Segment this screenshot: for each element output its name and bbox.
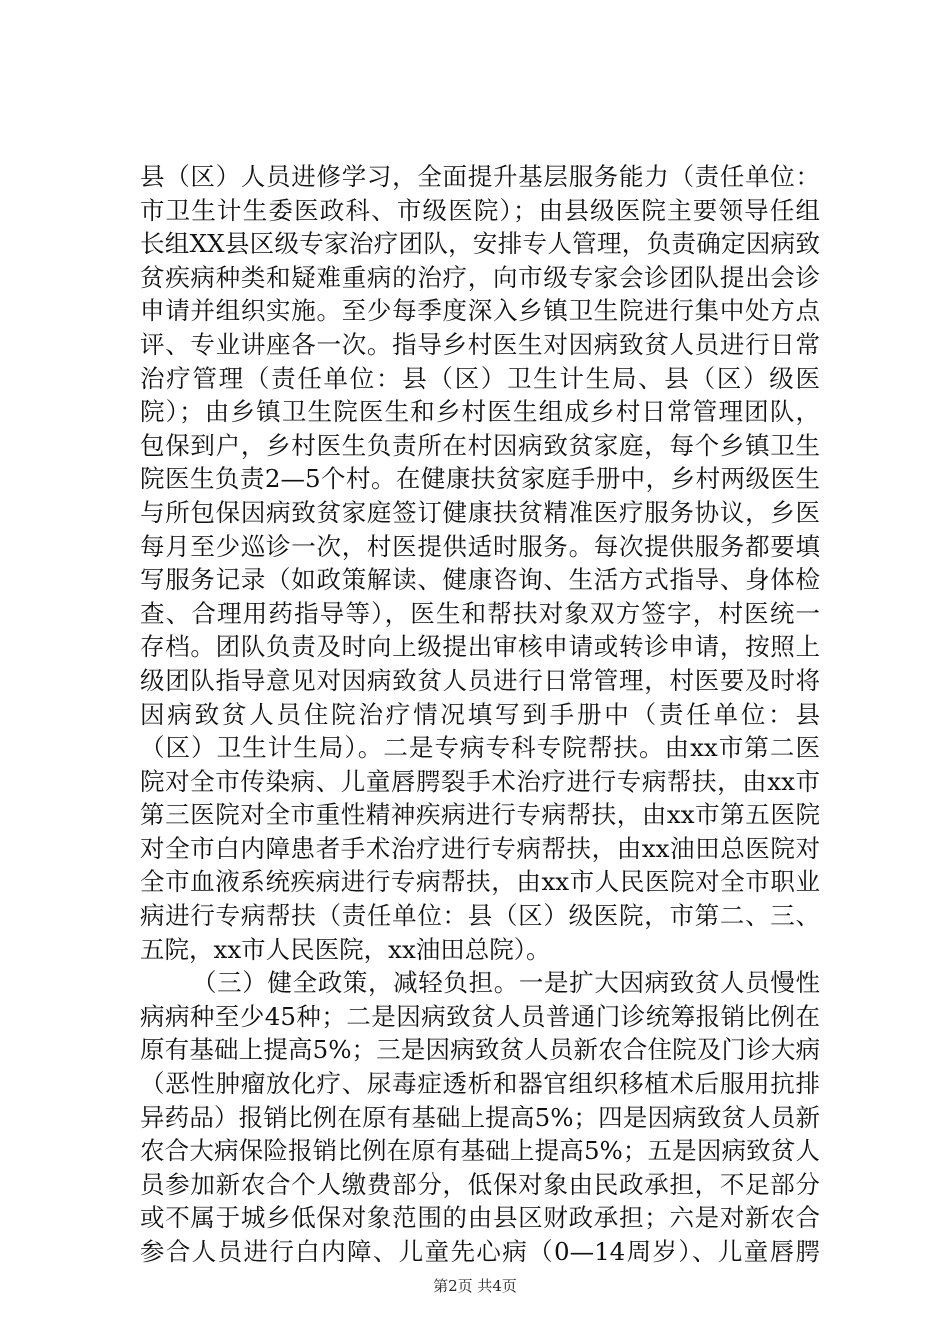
- text-line: 治疗管理（责任单位：县（区）卫生计生局、县（区）级医: [140, 363, 820, 393]
- text-line: 级团队指导意见对因病致贫人员进行日常管理，村医要及时将: [140, 665, 820, 695]
- text-line: 贫疾病种类和疑难重病的治疗，向市级专家会诊团队提出会诊: [140, 262, 820, 292]
- text-line: 长组XX县区级专家治疗团队，安排专人管理，负责确定因病致: [140, 229, 820, 259]
- text-line: 院对全市传染病、儿童唇腭裂手术治疗进行专病帮扶，由xx市: [140, 766, 820, 796]
- document-body: [140, 160, 820, 1269]
- page-number-footer: 第2页 共4页: [433, 1277, 517, 1295]
- text-line: 对全市白内障患者手术治疗进行专病帮扶，由xx油田总医院对: [140, 833, 820, 863]
- text-line: 因病致贫人员住院治疗情况填写到手册中（责任单位：县: [140, 699, 820, 729]
- text-line: 包保到户，乡村医生负责所在村因病致贫家庭，每个乡镇卫生: [140, 430, 820, 460]
- text-line: 院）；由乡镇卫生院医生和乡村医生组成乡村日常管理团队，: [140, 397, 820, 427]
- text-line: 病病种至少45种；二是因病致贫人员普通门诊统筹报销比例在: [140, 1001, 820, 1031]
- text-line: 与所包保因病致贫家庭签订健康扶贫精准医疗服务协议，乡医: [140, 497, 820, 527]
- text-line: 市卫生计生委医政科、市级医院）；由县级医院主要领导任组: [140, 195, 820, 225]
- text-line: 五院，xx市人民医院，xx油田总院）。: [140, 934, 551, 964]
- text-line: 第三医院对全市重性精神疾病进行专病帮扶，由xx市第五医院: [140, 800, 820, 830]
- text-line: （恶性肿瘤放化疗、尿毒症透析和器官组织移植术后服用抗排: [140, 1069, 820, 1099]
- text-line: 原有基础上提高5%；三是因病致贫人员新农合住院及门诊大病: [140, 1035, 820, 1065]
- text-line: 查、合理用药指导等），医生和帮扶对象双方签字，村医统一: [140, 598, 820, 628]
- text-line: 病进行专病帮扶（责任单位：县（区）级医院，市第二、三、: [140, 901, 820, 931]
- text-line: 参合人员进行白内障、儿童先心病（0—14周岁）、儿童唇腭: [140, 1237, 820, 1266]
- text-line: 全市血液系统疾病进行专病帮扶，由xx市人民医院对全市职业: [140, 867, 820, 897]
- text-line: 或不属于城乡低保对象范围的由县区财政承担；六是对新农合: [140, 1203, 820, 1233]
- text-line: 异药品）报销比例在原有基础上提高5%；四是因病致贫人员新: [140, 1102, 820, 1132]
- text-line: 每月至少巡诊一次，村医提供适时服务。每次提供服务都要填: [140, 531, 820, 561]
- text-line: 农合大病保险报销比例在原有基础上提高5%；五是因病致贫人: [140, 1136, 820, 1166]
- text-line: 存档。团队负责及时向上级提出审核申请或转诊申请，按照上: [140, 632, 820, 662]
- text-line: 写服务记录（如政策解读、健康咨询、生活方式指导、身体检: [140, 565, 820, 595]
- paragraph-start-line: （三）健全政策，减轻负担。一是扩大因病致贫人员慢性: [192, 968, 820, 998]
- text-line: 评、专业讲座各一次。指导乡村医生对因病致贫人员进行日常: [140, 329, 820, 359]
- text-line: 员参加新农合个人缴费部分，低保对象由民政承担，不足部分: [140, 1169, 820, 1199]
- text-line: 县（区）人员进修学习，全面提升基层服务能力（责任单位：: [140, 162, 820, 191]
- text-line: 院医生负责2—5个村。在健康扶贫家庭手册中，乡村两级医生: [140, 464, 820, 494]
- text-line: （区）卫生计生局）。二是专病专科专院帮扶。由xx市第二医: [140, 733, 820, 763]
- text-line: 申请并组织实施。至少每季度深入乡镇卫生院进行集中处方点: [140, 296, 820, 326]
